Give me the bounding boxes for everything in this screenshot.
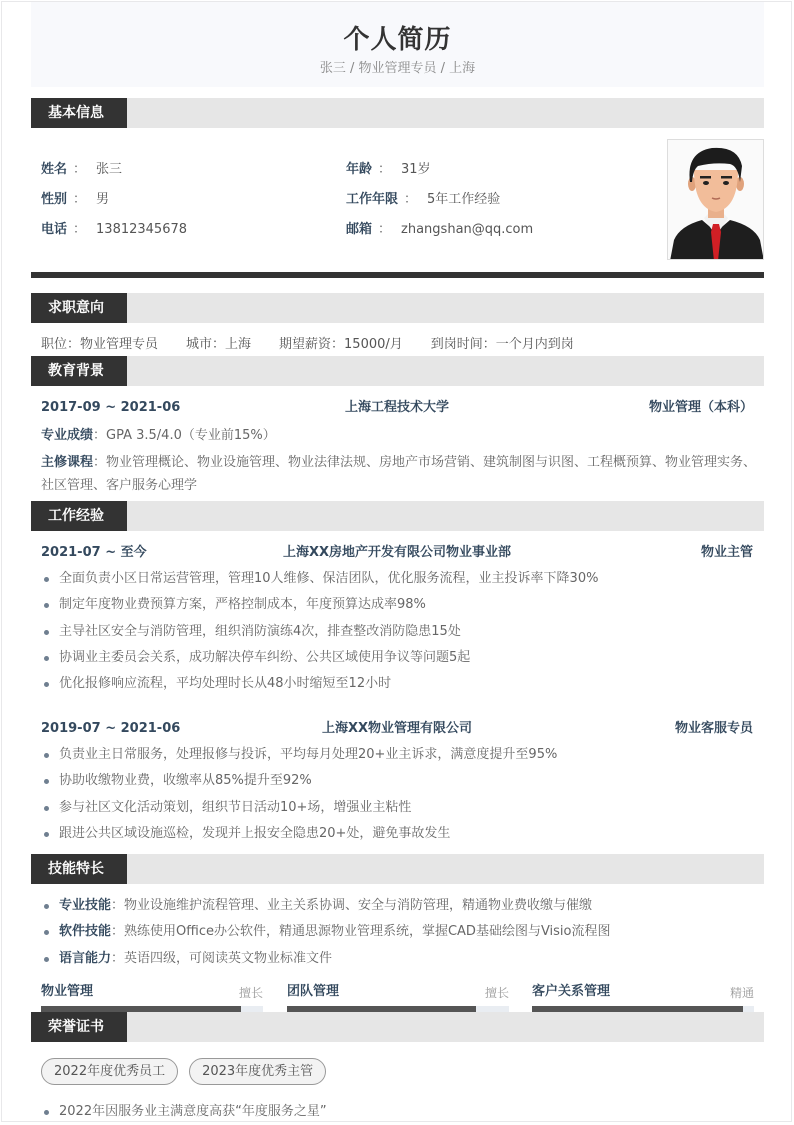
education-header [41,399,753,417]
work-entry-header [41,544,753,562]
section-title: 荣誉证书 [31,1012,127,1042]
education-courses: 主修课程：物业管理概论、物业设施管理、物业法律法规、房地产市场营销、建筑制图与识图、工程概预算、物业管理实务、社区管理、客户服务心理学 [41,455,757,493]
info-phone: 电话 ： 13812345678 [41,222,188,237]
avatar-photo [667,139,764,260]
section-honors [31,1012,764,1042]
info-name: 姓名 ： 张三 [41,162,123,177]
skill-bar: 物业管理 擅长 [41,983,263,1013]
list-item: 2022年因服务业主满意度高获“年度服务之星” [41,1099,761,1125]
info-gender: 性别 ： 男 [41,192,110,207]
work-company: 上海XX物业管理有限公司 [321,721,473,736]
section-basic-info [31,98,764,128]
section-work [31,501,764,531]
list-item: 语言能力：英语四级，可阅读英文物业标准文件 [41,946,761,972]
job-intent-row [41,336,602,354]
list-item: 优化报修响应流程，平均处理时长从48小时缩短至12小时 [41,671,761,697]
intent-salary: 期望薪资：15000/月 [279,337,403,352]
info-email: 邮箱 ： zhangshan@qq.com [346,222,534,237]
skill-bar: 客户关系管理 精通 [532,983,754,1013]
name-value: 张三 [96,162,123,177]
work-role: 物业客服专员 [674,721,753,736]
gender-value: 男 [96,192,110,207]
work-bullets [41,566,761,697]
education-period: 2017-09 ~ 2021-06 [41,400,181,415]
honor-tags [41,1058,326,1085]
education-major: 物业管理（本科） [648,400,753,415]
list-item: 全面负责小区日常运营管理，管理10人维修、保洁团队，优化服务流程，业主投诉率下降30% [41,566,761,592]
honors-list [41,1099,761,1125]
page-subtitle: 张三 / 物业管理专员 / 上海 [319,61,476,76]
list-item: 专业技能：物业设施维护流程管理、业主关系协调、安全与消防管理，精通物业费收缴与催缴 [41,893,761,919]
education-school: 上海工程技术大学 [344,400,449,415]
intent-city: 城市：上海 [186,337,252,352]
list-item: 主导社区安全与消防管理，组织消防演练4次，排查整改消防隐患15处 [41,619,761,645]
work-period: 2021-07 ~ 至今 [41,545,147,560]
section-skills [31,854,764,884]
section-job-intent [31,293,764,323]
page-title: 个人简历 [343,25,452,55]
honor-tag: 2022年度优秀员工 [41,1058,178,1085]
work-bullets [41,742,761,847]
section-title: 基本信息 [31,98,127,128]
intent-arrival: 到岗时间：一个月内到岗 [430,337,574,352]
list-item: 协调业主委员会关系，成功解决停车纠纷、公共区域使用争议等问题5起 [41,645,761,671]
resume-header [31,2,764,87]
info-age: 年龄 ： 31岁 [346,162,431,177]
work-entry-header [41,720,753,738]
section-education [31,356,764,386]
list-item: 参与社区文化活动策划，组织节日活动10+场，增强业主粘性 [41,795,761,821]
intent-position: 职位：物业管理专员 [41,337,159,352]
list-item: 负责业主日常服务，处理报修与投诉，平均每月处理20+业主诉求，满意度提升至95% [41,742,761,768]
section-title: 求职意向 [31,293,127,323]
work-period: 2019-07 ~ 2021-06 [41,721,181,736]
age-value: 31岁 [401,162,431,177]
email-value: zhangshan@qq.com [401,222,534,237]
section-divider [31,272,764,278]
section-title: 技能特长 [31,854,127,884]
work-role: 物业主管 [700,545,753,560]
phone-value: 13812345678 [96,222,188,237]
section-title: 工作经验 [31,501,127,531]
skill-bar: 团队管理 擅长 [287,983,509,1013]
honor-tag: 2023年度优秀主管 [189,1058,326,1085]
person-portrait-icon [668,140,764,260]
skills-list [41,893,761,972]
list-item: 软件技能：熟练使用Office办公软件，精通思源物业管理系统，掌握CAD基础绘图与Visio流程图 [41,919,761,945]
list-item: 制定年度物业费预算方案，严格控制成本，年度预算达成率98% [41,592,761,618]
years-value: 5年工作经验 [427,192,501,207]
work-company: 上海XX房地产开发有限公司物业事业部 [282,545,512,560]
list-item: 跟进公共区域设施巡检，发现并上报安全隐患20+处，避免事故发生 [41,821,761,847]
list-item: 协助收缴物业费，收缴率从85%提升至92% [41,768,761,794]
info-years: 工作年限 ： 5年工作经验 [346,192,501,207]
education-gpa: 专业成绩：GPA 3.5/4.0（专业前15%） [41,428,276,443]
section-title: 教育背景 [31,356,127,386]
